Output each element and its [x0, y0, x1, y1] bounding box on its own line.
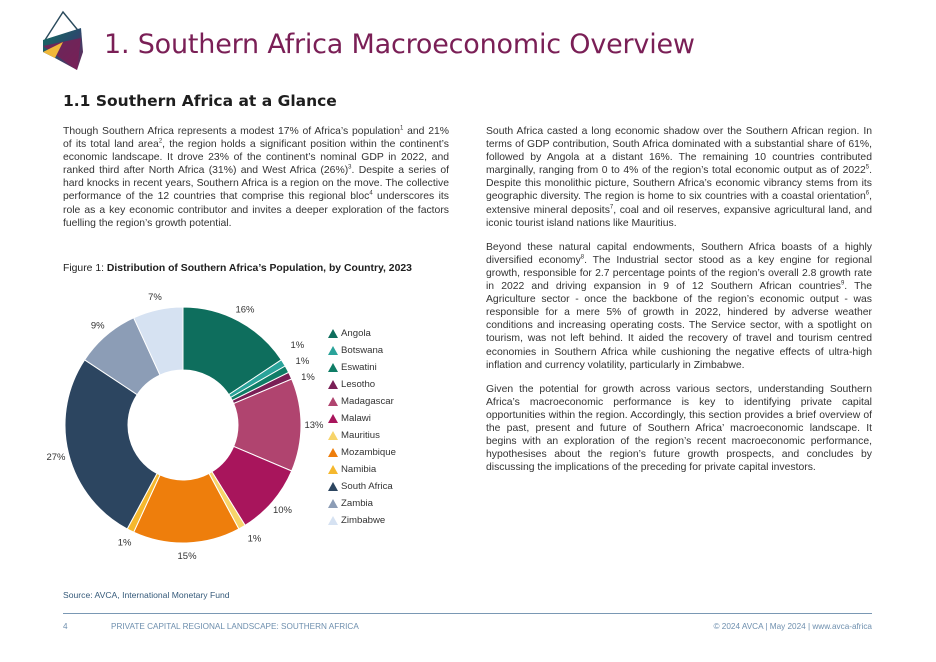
- right-paragraph-3: Given the potential for growth across various sectors, understanding Southern Africa’s macroeconomic performance is key to identifying private capital opportunities within the region. Accordingly, this section provides a brief overview of the past, present and future of Southern Africa’ macroeconomic landscape. It begins with an exploration of the region’s recent macroeconomic performance, hypothesises about the region’s future growth prospects, and concludes by discussing the implications of the preceding for private capital investors.: [486, 383, 872, 474]
- legend-item-angola: [328, 325, 396, 342]
- legend-item-malawi: [328, 410, 396, 427]
- slice-label-mozambique: 15%: [177, 550, 197, 562]
- legend-label: Zambia: [341, 498, 373, 509]
- slice-label-angola: 16%: [235, 304, 255, 316]
- slice-label-malawi: 10%: [272, 505, 292, 517]
- figure-caption-title: Distribution of Southern Africa’s Population, by Country, 2023: [106, 263, 412, 274]
- legend-triangle-icon: [328, 363, 338, 372]
- slice-label-botswana: 1%: [290, 340, 305, 352]
- legend-triangle-icon: [328, 397, 338, 406]
- population-donut-chart: [46, 285, 330, 562]
- left-paragraph-1: Though Southern Africa represents a modest 17% of Africa’s population$^1$ and 21% of its total land area$^2$, the region holds a significant position within the continent’s economic landscape. It drove 23% of the continent’s nominal GDP in 2022, and ranked third after North Africa (31%) and West Africa $(26\%)^3$. Despite a series of hard knocks in recent years, Southern Africa is a region on the move. The collective performance of the 12 countries that comprise this regional bloc$^4$ underscores its role as a key economic contributor and invites a deeper exploration of the factors fuelling the region’s growth potential.: [63, 125, 449, 229]
- legend-label: Zimbabwe: [341, 515, 386, 526]
- slice-label-namibia: 1%: [117, 537, 132, 549]
- slice-label-eswatini: 1%: [295, 356, 310, 368]
- footer-publication-title: PRIVATE CAPITAL REGIONAL LANDSCAPE: SOUTHERN AFRICA: [111, 622, 359, 631]
- slice-label-zambia: 9%: [90, 320, 105, 332]
- legend-label: Namibia: [341, 464, 377, 475]
- legend-triangle-icon: [328, 380, 338, 389]
- legend-item-madagascar: [328, 393, 396, 410]
- footer-copyright: © 2024 AVCA | May 2024 | www.avca-africa: [713, 622, 872, 631]
- legend-label: Madagascar: [341, 396, 394, 407]
- legend-label: Malawi: [341, 413, 371, 424]
- page-title: 1. Southern Africa Macroeconomic Overview: [104, 29, 695, 60]
- avca-logo-icon: [41, 12, 85, 72]
- slice-label-mauritius: 1%: [247, 533, 262, 545]
- legend-label: Botswana: [341, 345, 384, 356]
- legend-triangle-icon: [328, 499, 338, 508]
- legend-item-botswana: [328, 342, 396, 359]
- footer-page-number: 4: [63, 622, 68, 631]
- section-heading: 1.1 Southern Africa at a Glance: [63, 92, 337, 110]
- legend-label: Angola: [341, 328, 371, 339]
- slice-label-madagascar: 13%: [304, 420, 324, 431]
- donut-hole: [129, 371, 237, 479]
- legend-triangle-icon: [328, 516, 338, 525]
- legend-item-lesotho: [328, 376, 396, 393]
- legend-triangle-icon: [328, 448, 338, 457]
- legend-triangle-icon: [328, 414, 338, 423]
- right-paragraph-1: South Africa casted a long economic shadow over the Southern African region. In terms of GDP contribution, South Africa dominated with a substantial share of 61%, followed by Angola at a distant 16%. The remaining 10 countries contributed marginally, ranging from 0 to 4% of the region’s total economic output as of 2022$^5$. Despite this monolithic picture, Southern Africa’s economic vibrancy stems from its geographic diversity. The region is home to six countries with a coastal orientation$^6$, extensive mineral deposits$^7$, coal and oil reserves, expansive agricultural land, and iconic tourist island nations like Mauritius.: [486, 126, 872, 229]
- legend-label: South Africa: [341, 481, 393, 492]
- slice-label-zimbabwe: 7%: [148, 292, 162, 304]
- legend-triangle-icon: [328, 329, 338, 338]
- figure-source: Source: AVCA, International Monetary Fund: [63, 590, 230, 600]
- slice-label-south-africa: 27%: [46, 451, 66, 463]
- legend-label: Lesotho: [341, 379, 376, 390]
- legend-item-zimbabwe: [328, 512, 396, 529]
- legend-label: Mauritius: [341, 430, 380, 441]
- legend-triangle-icon: [328, 482, 338, 491]
- legend-item-zambia: [328, 495, 396, 512]
- legend-item-south-africa: [328, 478, 396, 495]
- right-column: [486, 125, 872, 485]
- chart-legend: [328, 325, 396, 529]
- right-paragraph-2: Beyond these natural capital endowments, Southern Africa boasts of a highly diversified economy$^8$. The Industrial sector stood as a key engine for regional growth, responsible for 2.7 percentage points of the region’s overall 2.8 growth rate in 2022 and driving expansion in 9 of 12 Southern African countries$^9$. The Agriculture sector - once the backbone of the region’s economic output - was responsible for a mere 5% of growth in 2022, hindered by adverse weather conditions and increasing operating costs. The Service sector, with a spotlight on tourism, was not left behind. It aided the recovery of travel and tourism centred economies in Southern Africa while cushioning the negative effects of ultra-high inflation and currency volatility, particularly in Zimbabwe.: [486, 241, 872, 371]
- legend-label: Mozambique: [341, 447, 396, 458]
- legend-item-eswatini: [328, 359, 396, 376]
- legend-triangle-icon: [328, 431, 338, 440]
- footer-divider: [63, 613, 872, 614]
- left-column: [63, 125, 449, 241]
- figure-caption: Figure 1: Distribution of Southern Africa’s Population, by Country, 2023: [63, 263, 412, 274]
- legend-label: Eswatini: [341, 362, 377, 373]
- legend-item-mozambique: [328, 444, 396, 461]
- slice-label-lesotho: 1%: [301, 372, 315, 384]
- legend-item-namibia: [328, 461, 396, 478]
- legend-item-mauritius: [328, 427, 396, 444]
- legend-triangle-icon: [328, 346, 338, 355]
- legend-triangle-icon: [328, 465, 338, 474]
